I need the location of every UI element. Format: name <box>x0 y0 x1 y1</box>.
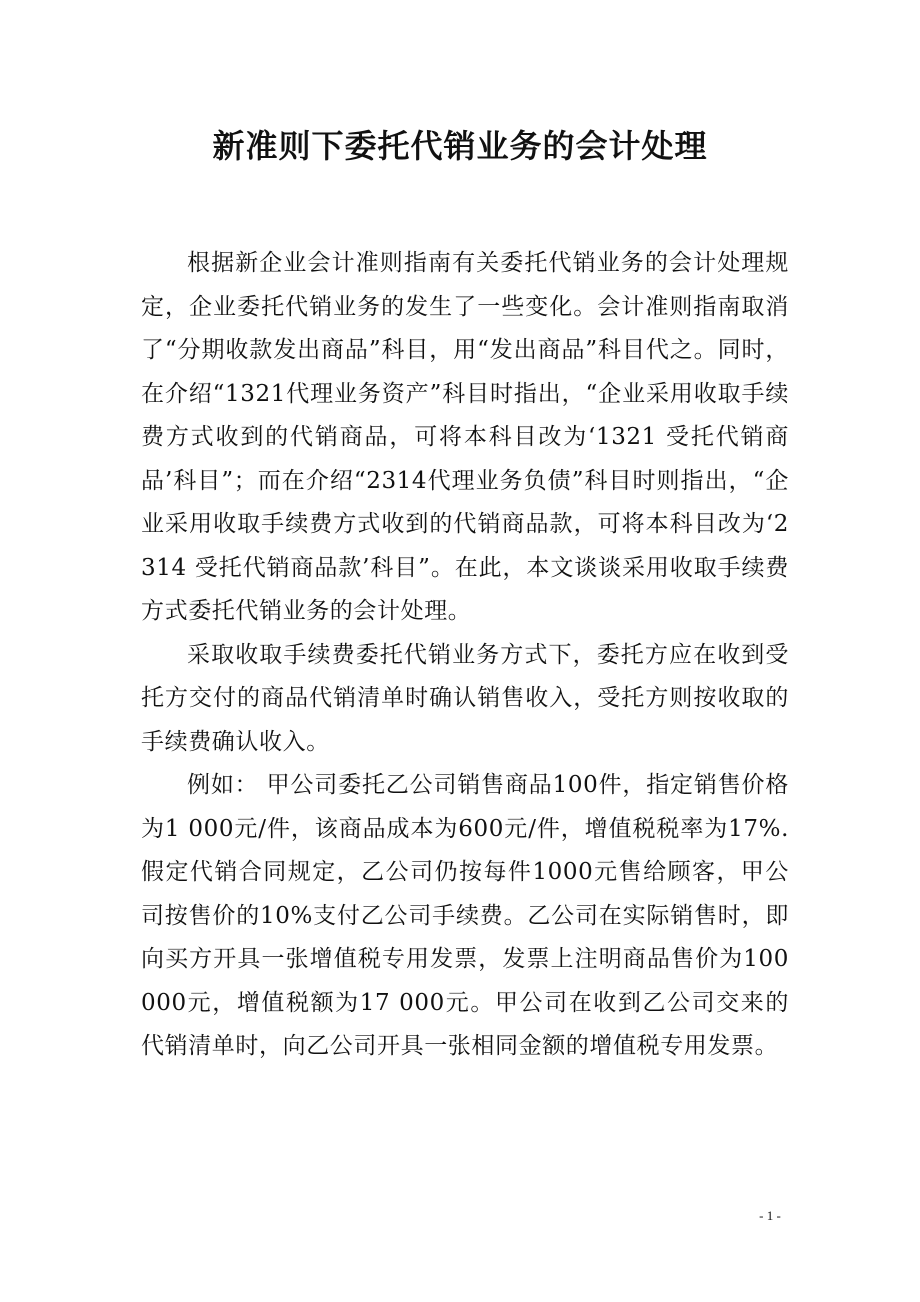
document-title: 新准则下委托代销业务的会计处理 <box>212 127 708 165</box>
paragraph-intro: 根据新企业会计准则指南有关委托代销业务的会计处理规定，企业委托代销业务的发生了一些变化。会计准则指南取消了“分期收款发出商品”科目，用“发出商品”科目代之。同时，在介绍“1321代理业务资产”科目时指出，“企业采用收取手续费方式收到的代销商品，可将本科目改为‘1321 受托代销商品’科目”；而在介绍“2314代理业务负债”科目时则指出，“企业采用收取手续费方式收到的代销商品款，可将本科目改为‘2314 受托代销商品款’科目”。在此，本文谈谈采用收取手续费方式委托代销业务的会计处理。 <box>141 250 789 624</box>
page-number: - 1 - <box>759 1208 781 1223</box>
document-body <box>141 242 789 1069</box>
paragraph-method: 采取收取手续费委托代销业务方式下，委托方应在收到受托方交付的商品代销清单时确认销售收入，受托方则按收取的手续费确认收入。 <box>141 641 789 755</box>
paragraph-example: 例如： 甲公司委托乙公司销售商品100件，指定销售价格为1 000元/件，该商品成本为600元/件，增值税税率为17%.假定代销合同规定，乙公司仍按每件1000元售给顾客，甲公司按售价的10%支付乙公司手续费。乙公司在实际销售时，即向买方开具一张增值税专用发票，发票上注明商品售价为100 000元，增值税额为17 000元。甲公司在收到乙公司交来的代销清单时，向乙公司开具一张相同金额的增值税专用发票。 <box>141 772 789 1059</box>
